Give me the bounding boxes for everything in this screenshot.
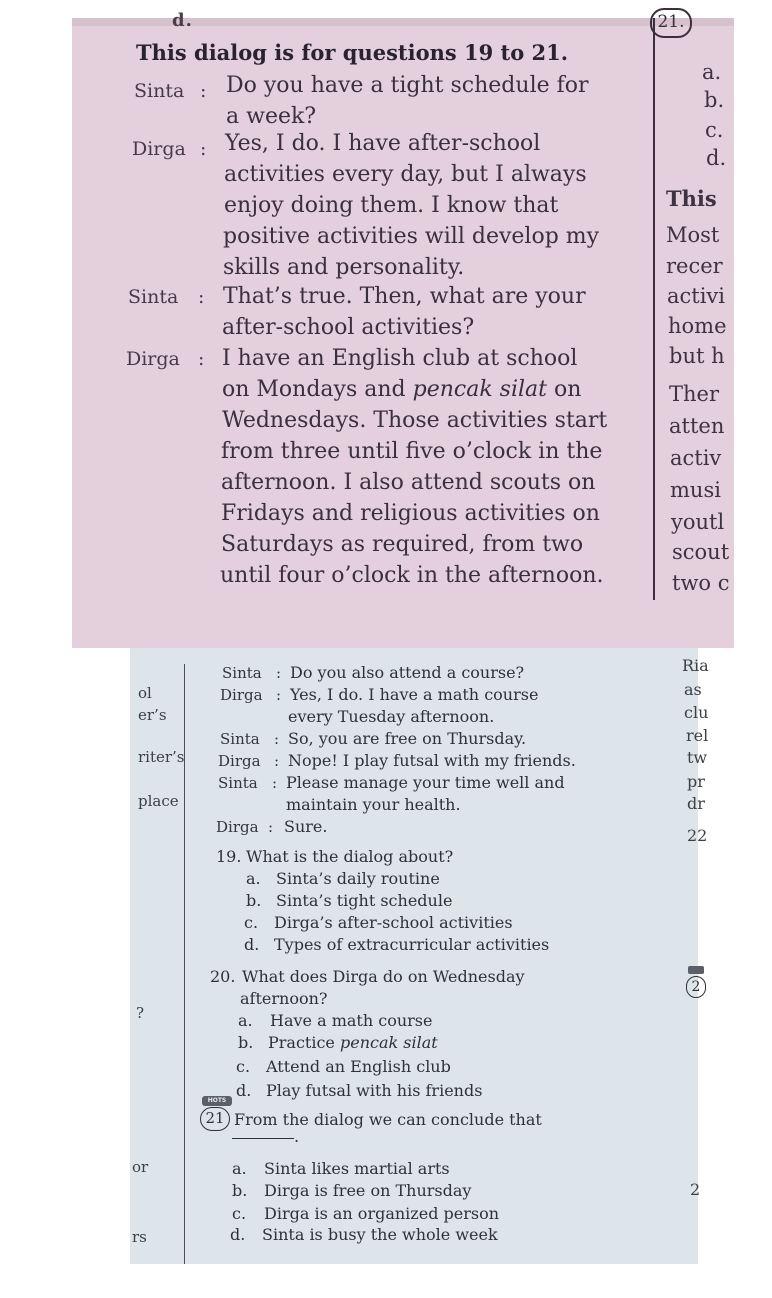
question-circle-fragment: 2 xyxy=(686,976,706,998)
speaker-label: Dirga xyxy=(216,818,259,836)
speaker-colon: : xyxy=(268,818,274,836)
option-letter: a. xyxy=(246,869,261,888)
bottom-page-photo xyxy=(130,648,709,1264)
option-text: Attend an English club xyxy=(266,1057,451,1076)
margin-fragment: 22 xyxy=(687,826,708,845)
option-text: Sinta’s tight schedule xyxy=(276,891,453,910)
right-text-fragment: atten xyxy=(669,414,725,438)
option-letter: b. xyxy=(238,1033,254,1052)
option-letter: b. xyxy=(246,891,262,910)
margin-fragment: ol xyxy=(138,684,152,702)
speaker-label: Dirga xyxy=(220,686,263,704)
right-text-fragment: Ther xyxy=(669,382,719,406)
hots-badge-fragment xyxy=(688,966,704,974)
blank-period: . xyxy=(294,1127,300,1146)
option-text: Dirga is an organized person xyxy=(264,1204,500,1223)
question-number-circle: 21. xyxy=(650,8,692,38)
option-text: Dirga is free on Thursday xyxy=(264,1181,472,1200)
dialog-line: until four o’clock in the afternoon. xyxy=(220,563,604,588)
right-text-fragment: youtl xyxy=(671,510,725,534)
right-text-fragment: two c xyxy=(672,571,730,595)
option-letter: d. xyxy=(236,1081,252,1100)
option-text: Sinta’s daily routine xyxy=(276,869,440,888)
margin-fragment: er’s xyxy=(138,706,167,724)
dialog-line-mixed xyxy=(222,374,581,405)
italic-term: pencak silat xyxy=(339,1033,438,1052)
dialog-line: Wednesdays. Those activities start xyxy=(222,408,608,433)
speaker-colon: : xyxy=(200,138,207,160)
speaker-colon: : xyxy=(198,286,205,308)
dialog-text: on Mondays and xyxy=(222,377,413,402)
option-text: Sinta is busy the whole week xyxy=(262,1225,498,1244)
option-letter: b. xyxy=(232,1181,248,1200)
speaker-colon: : xyxy=(274,752,280,770)
right-text-fragment: home xyxy=(668,314,727,338)
italic-term: pencak silat xyxy=(412,377,547,402)
dialog-line: enjoy doing them. I know that xyxy=(224,193,559,218)
dialog-line: Do you also attend a course? xyxy=(290,663,525,682)
option-letter: c. xyxy=(236,1057,251,1076)
dialog-title: This dialog is for questions 19 to 21. xyxy=(136,40,569,65)
speaker-colon: : xyxy=(272,774,278,792)
dialog-line: Please manage your time well and xyxy=(286,773,565,792)
dialog-line: Fridays and religious activities on xyxy=(221,501,600,526)
speaker-label: Sinta xyxy=(222,664,262,682)
margin-fragment: Ria xyxy=(682,656,709,675)
speaker-colon: : xyxy=(274,730,280,748)
speaker-label: Sinta xyxy=(218,774,258,792)
right-text-fragment: activ xyxy=(670,446,722,470)
speaker-label: Dirga xyxy=(132,138,186,160)
speaker-label: Dirga xyxy=(218,752,261,770)
margin-fragment: pr xyxy=(687,772,705,791)
top-page-photo xyxy=(72,10,734,648)
option-text: Play futsal with his friends xyxy=(266,1081,483,1100)
margin-fragment: place xyxy=(138,792,179,810)
dialog-line: So, you are free on Thursday. xyxy=(288,729,527,748)
right-text-fragment: scout xyxy=(672,540,730,564)
margin-fragment: 2 xyxy=(690,1180,701,1199)
dialog-line: skills and personality. xyxy=(223,255,465,280)
margin-fragment: as xyxy=(684,680,702,699)
dialog-line: Sure. xyxy=(284,817,328,836)
question-text: afternoon? xyxy=(240,989,328,1008)
option-text-mixed xyxy=(268,1032,438,1054)
right-text-fragment: musi xyxy=(670,478,721,502)
question-text: What is the dialog about? xyxy=(246,847,454,866)
answer-blank-line xyxy=(232,1138,294,1139)
option-letter-fragment: a. xyxy=(702,60,722,84)
margin-fragment: tw xyxy=(687,748,708,767)
dialog-line: I have an English club at school xyxy=(222,346,578,371)
speaker-label: Sinta xyxy=(220,730,260,748)
dialog-line: Saturdays as required, from two xyxy=(221,532,584,557)
cut-header-text: d. xyxy=(172,10,193,31)
dialog-line: Yes, I do. I have after-school xyxy=(225,131,541,156)
speaker-label: Sinta xyxy=(134,80,185,102)
margin-fragment: riter’s xyxy=(138,748,185,766)
margin-fragment: rs xyxy=(132,1228,147,1246)
option-letter: d. xyxy=(244,935,260,954)
right-text-fragment: Most xyxy=(666,223,720,247)
speaker-colon: : xyxy=(276,686,282,704)
option-letter: d. xyxy=(230,1225,246,1244)
option-letter: c. xyxy=(244,913,259,932)
question-number: 20. xyxy=(210,967,236,986)
option-letter-fragment: c. xyxy=(705,118,724,142)
option-letter: a. xyxy=(238,1011,253,1030)
speaker-colon: : xyxy=(200,80,207,102)
dialog-line: after-school activities? xyxy=(222,315,475,340)
dialog-line: Nope! I play futsal with my friends. xyxy=(288,751,576,770)
question-number-circle: 21 xyxy=(200,1107,230,1131)
dialog-line: every Tuesday afternoon. xyxy=(288,707,495,726)
option-text: Practice xyxy=(268,1033,340,1052)
margin-fragment: dr xyxy=(687,794,705,813)
option-letter: a. xyxy=(232,1159,247,1178)
dialog-line: positive activities will develop my xyxy=(223,224,600,249)
option-letter-fragment: b. xyxy=(704,88,725,112)
right-text-fragment: recer xyxy=(666,254,723,278)
speaker-colon: : xyxy=(198,348,205,370)
option-text: Have a math course xyxy=(270,1011,433,1030)
question-number: 19. xyxy=(216,847,242,866)
right-text-fragment: activi xyxy=(667,284,726,308)
hots-badge: HOTS xyxy=(202,1096,232,1106)
dialog-text: on xyxy=(546,377,582,402)
dialog-line: Do you have a tight schedule for xyxy=(226,73,589,98)
dialog-line: from three until five o’clock in the xyxy=(221,439,603,464)
right-text-fragment: but h xyxy=(669,344,725,368)
question-text: From the dialog we can conclude that xyxy=(234,1110,542,1129)
option-letter: c. xyxy=(232,1204,247,1223)
dialog-line: That’s true. Then, what are your xyxy=(223,284,586,309)
dialog-line: maintain your health. xyxy=(286,795,461,814)
dialog-line: a week? xyxy=(226,104,317,129)
option-letter-fragment: d. xyxy=(706,146,727,170)
right-heading-fragment: This xyxy=(666,186,717,211)
option-text: Sinta likes martial arts xyxy=(264,1159,450,1178)
column-divider xyxy=(653,18,655,600)
speaker-label: Dirga xyxy=(126,348,180,370)
margin-fragment: rel xyxy=(686,726,709,745)
dialog-line: activities every day, but I always xyxy=(224,162,587,187)
speaker-colon: : xyxy=(276,664,282,682)
option-text: Dirga’s after-school activities xyxy=(274,913,513,932)
dialog-line: Yes, I do. I have a math course xyxy=(290,685,539,704)
question-text: What does Dirga do on Wednesday xyxy=(242,967,525,986)
margin-fragment: ? xyxy=(136,1004,145,1022)
dialog-line: afternoon. I also attend scouts on xyxy=(221,470,596,495)
margin-fragment: or xyxy=(132,1158,149,1176)
margin-fragment: clu xyxy=(684,703,709,722)
speaker-label: Sinta xyxy=(128,286,179,308)
option-text: Types of extracurricular activities xyxy=(274,935,550,954)
